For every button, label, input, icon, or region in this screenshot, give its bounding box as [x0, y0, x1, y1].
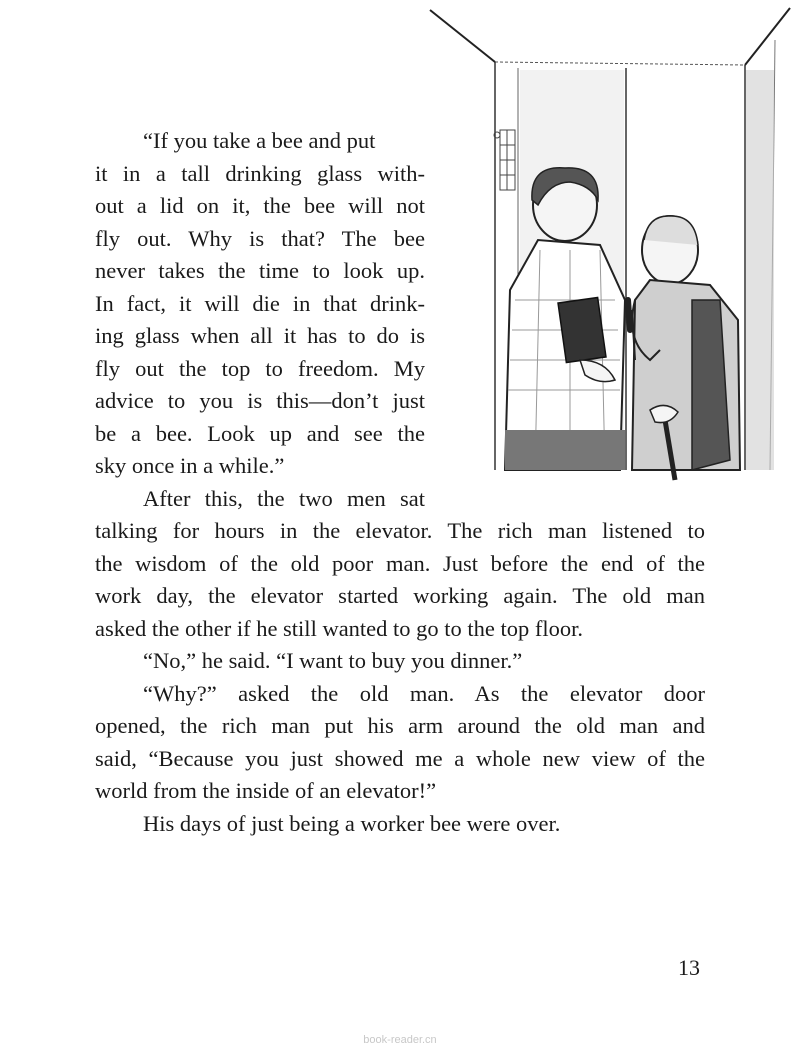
text-line: In fact, it will die in that drink- — [95, 290, 425, 316]
watermark: book-reader.cn — [363, 1034, 437, 1046]
text-line: be a bee. Look up and see the — [95, 420, 425, 446]
text-line: fly out the top to freedom. My — [95, 355, 425, 381]
text-line: world from the inside of an elevator!” — [95, 778, 437, 803]
text-line: sky once in a while.” — [95, 453, 285, 478]
text-line: His days of just being a worker bee were over. — [143, 810, 561, 836]
page-number: 13 — [678, 955, 700, 980]
elevator-illustration — [420, 0, 800, 495]
old-man-figure — [628, 216, 740, 480]
text-line: fly out. Why is that? The bee — [95, 225, 425, 251]
text-line: ing glass when all it has to do is — [95, 323, 425, 348]
text-line: advice to you is this—don’t just — [95, 388, 425, 413]
text-line: never takes the time to look up. — [95, 258, 425, 283]
story-column-wide — [95, 515, 705, 840]
text-line: the wisdom of the old poor man. Just before the end of the — [95, 550, 705, 576]
text-line: “Why?” asked the old man. As the elevator door — [143, 680, 705, 706]
text-line: opened, the rich man put his arm around the old man and — [95, 713, 705, 738]
story-column-narrow — [95, 125, 425, 515]
text-line: talking for hours in the elevator. The rich man listened to — [95, 518, 705, 543]
text-line: “If you take a bee and put — [143, 128, 376, 153]
text-line: said, “Because you just showed me a whole new view of the — [95, 745, 705, 771]
text-line: After this, the two men sat — [143, 485, 425, 511]
text-line: work day, the elevator started working again. The old man — [95, 583, 705, 608]
text-line: it in a tall drinking glass with- — [95, 160, 425, 186]
text-line: out a lid on it, the bee will not — [95, 193, 425, 218]
text-line: “No,” he said. “I want to buy you dinner.” — [143, 648, 523, 673]
text-line: asked the other if he still wanted to go to the top floor. — [95, 615, 584, 641]
